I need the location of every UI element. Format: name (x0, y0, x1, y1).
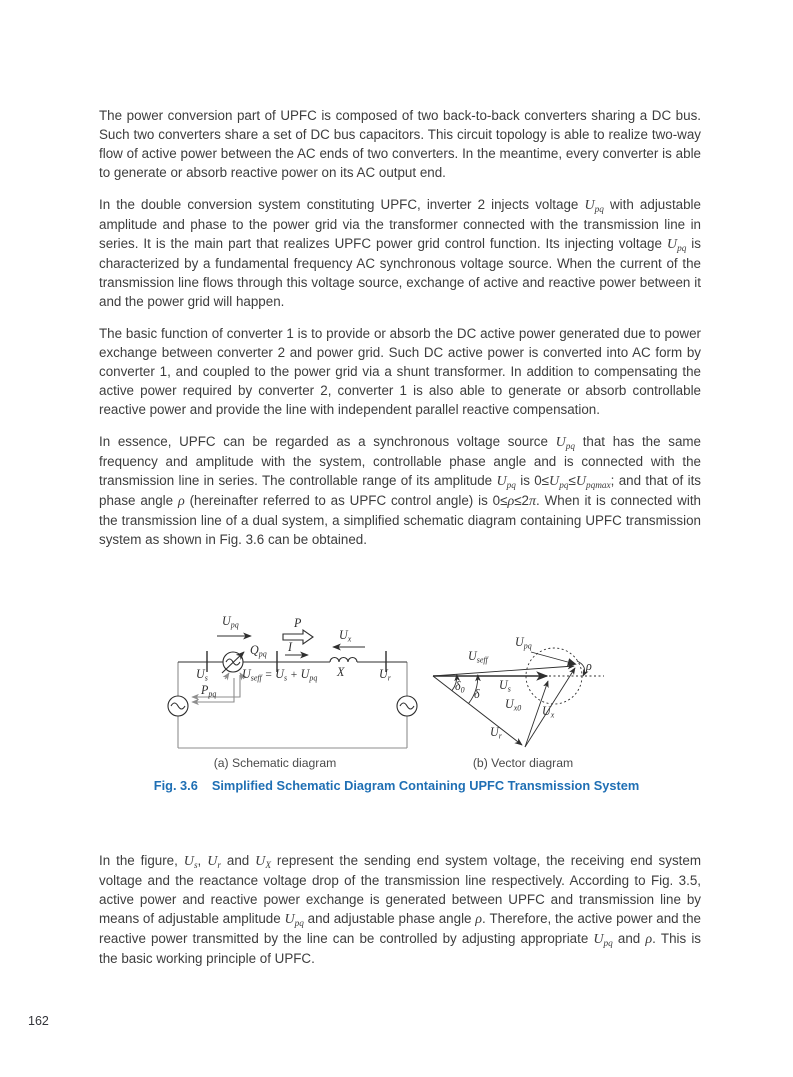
delta-arc (469, 675, 478, 703)
paragraph: In the figure, $U_s$, $U_r$ and $U_X$ represent the sending end system voltage, the receiving end system voltage and the reactance voltage drop of the transmission line respectively. According to Fig. 3.5, active power and reactive power exchange is generated between UPFC and transmission line by means of adjustable amplitude $U_{pq}$ and adjustable phase angle ρ. Therefore, the active power and the reactive power transmitted by the line can be controlled by adjusting appropriate $U_{pq}$ and ρ. This is the basic working principle of UPFC. (99, 853, 701, 966)
figure-caption-label: Fig. 3.6 (153, 778, 198, 793)
inductor-coil (330, 658, 357, 663)
label-qpq: $Q_{pq}$ (250, 643, 267, 659)
p-block-arrow (283, 630, 313, 644)
label-ux: $U_x$ (542, 704, 555, 720)
label-current-i: I (288, 640, 293, 654)
vector-useff (433, 666, 574, 676)
vector-ur (433, 676, 522, 745)
label-ur: $U_r$ (490, 725, 502, 741)
label-ur-bus: $U_r$ (379, 667, 391, 683)
label-rho: ρ (586, 659, 592, 673)
label-ux-drop: $U_x$ (339, 628, 352, 644)
paragraph: In essence, UPFC can be regarded as a synchronous voltage source $U_{pq}$ that has the same frequency and amplitude with the system, controllable phase angle and is connected with the transmission line in series. The controllable range of its amplitude $U_{pq}$ is $0\le U_{pq}\le U_{pqmax}$; and that of its phase angle ρ (hereinafter referred to as UPFC control angle) is 0≤ρ≤2π. When it is connected with the transmission line of a dual system, a simplified schematic diagram containing UPFC transmission system as shown in Fig. 3.6 can be obtained. (99, 434, 701, 547)
figure-caption-title: Simplified Schematic Diagram Containing UPFC Transmission System (211, 778, 640, 793)
figure-caption (0, 778, 793, 793)
label-useff-equation: $U_{seff} = U_s + U_{pq}$ (242, 667, 318, 683)
label-ppq: $P_{pq}$ (201, 683, 217, 699)
figure-3-6-drawing (0, 606, 793, 766)
vector-upq (531, 652, 575, 664)
delta0-arc (452, 675, 457, 691)
vector-ux (525, 668, 575, 747)
outer-loop-wires (178, 662, 407, 748)
label-reactance-x: X (337, 665, 345, 679)
label-delta: δ (474, 687, 480, 701)
vector-ux0 (525, 681, 548, 747)
label-us-bus: $U_s$ (196, 667, 208, 683)
label-vector-upq: $U_{pq}$ (515, 635, 532, 651)
label-vector-useff: $U_{seff}$ (468, 649, 488, 665)
paragraph: The basic function of converter 1 is to provide or absorb the DC active power generated due to power exchange between converter 2 and power grid. Such DC active power is converted into AC form by converter 1, and coupled to the power grid via a shunt transformer. In addition to compensating the active power required by converter 2, converter 1 is also able to generate or absorb controllable reactive power and provide the line with independent parallel reactive compensation. (99, 326, 701, 417)
paragraph: The power conversion part of UPFC is composed of two back-to-back converters sharing a DC bus. Such two converters share a set of DC bus capacitors. This circuit topology is able to realize two-way flow of active power between the AC ends of two converters. In the meantime, every converter is able to generate or absorb reactive power on its AC output end. (99, 108, 701, 180)
page-number: 162 (28, 1014, 49, 1028)
paragraph: In the double conversion system constituting UPFC, inverter 2 injects voltage $U_{pq}$ with adjustable amplitude and phase to the power grid via the transformer connected with the transmission line in series. It is the main part that realizes UPFC power grid control function. Its injecting voltage $U_{pq}$ is characterized by a fundamental frequency AC synchronous voltage source. When the current of the transmission line flows through this voltage source, exchange of active and reactive power between it and the power grid will happen. (99, 197, 701, 309)
label-vector-us: $U_s$ (499, 678, 511, 694)
label-delta0: $\delta_0$ (455, 679, 465, 695)
subcaption-b: (b) Vector diagram (472, 756, 574, 770)
subcaption-a: (a) Schematic diagram (213, 756, 337, 770)
label-upq-injected: $U_{pq}$ (222, 614, 239, 630)
label-active-power-p: P (294, 616, 302, 630)
body-text-upper (99, 106, 701, 562)
label-ux0: $U_{x0}$ (505, 697, 522, 713)
body-text-lower (99, 851, 701, 981)
ppq-exchange-path (192, 673, 244, 702)
